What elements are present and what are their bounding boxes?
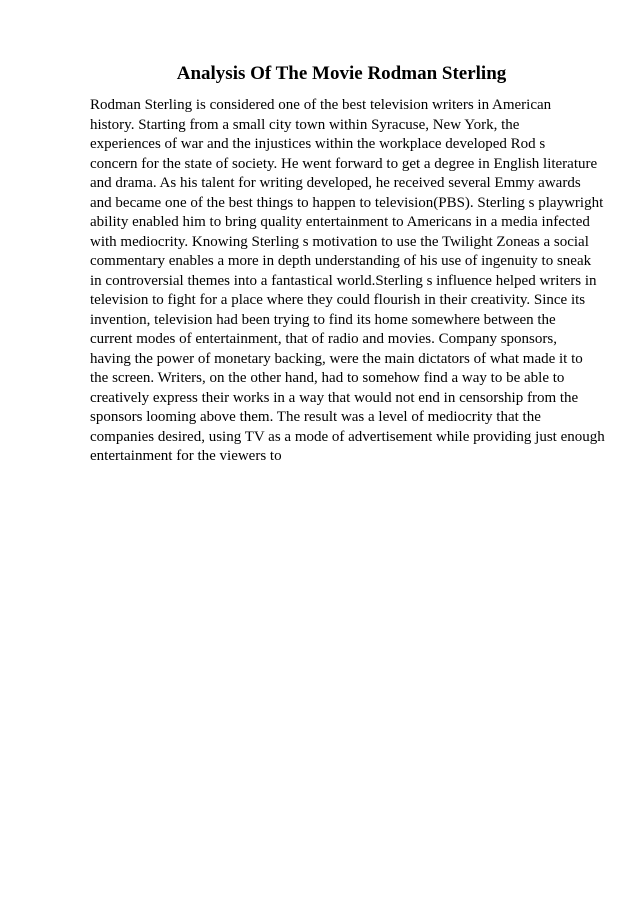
body-line: companies desired, using TV as a mode of advertisement while providing just enough — [90, 428, 605, 445]
body-line: Rodman Sterling is considered one of the best television writers in American — [90, 97, 552, 113]
body-line: concern for the state of society. He went forward to get a degree in English literature — [90, 155, 598, 172]
body-line: having the power of monetary backing, were the main dictators of what made it to — [90, 350, 583, 367]
body-line: creatively express their works in a way that would not end in censorship from the — [90, 389, 579, 406]
body-line: commentary enables a more in depth understanding of his use of ingenuity to sneak — [90, 253, 592, 269]
body-line: with mediocrity. Knowing Sterling s motivation to use the Twilight Zoneas a social — [90, 233, 589, 250]
body-line: the screen. Writers, on the other hand, had to somehow find a way to be able to — [90, 370, 565, 386]
body-line: experiences of war and the injustices within the workplace developed Rod s — [90, 136, 546, 152]
body-line: ability enabled him to bring quality entertainment to Americans in a media infected — [90, 214, 590, 230]
body-line: in controversial themes into a fantastical world.Sterling s influence helped writers in — [90, 272, 597, 289]
body-line: sponsors looming above them. The result was a level of mediocrity that the — [90, 409, 541, 425]
body-line: entertainment for the viewers to — [90, 448, 282, 464]
body-line: television to fight for a place where they could flourish in their creativity. Since its — [90, 292, 586, 308]
body-line: and drama. As his talent for writing developed, he received several Emmy awards — [90, 175, 581, 191]
document-body — [90, 96, 610, 467]
document-title: Analysis Of The Movie Rodman Sterling — [176, 63, 507, 84]
body-line: and became one of the best things to happen to television(PBS). Sterling s playwright — [90, 194, 604, 211]
body-line: invention, television had been trying to find its home somewhere between the — [90, 311, 556, 328]
body-line: current modes of entertainment, that of radio and movies. Company sponsors, — [90, 331, 557, 347]
body-line: history. Starting from a small city town within Syracuse, New York, the — [90, 116, 520, 133]
